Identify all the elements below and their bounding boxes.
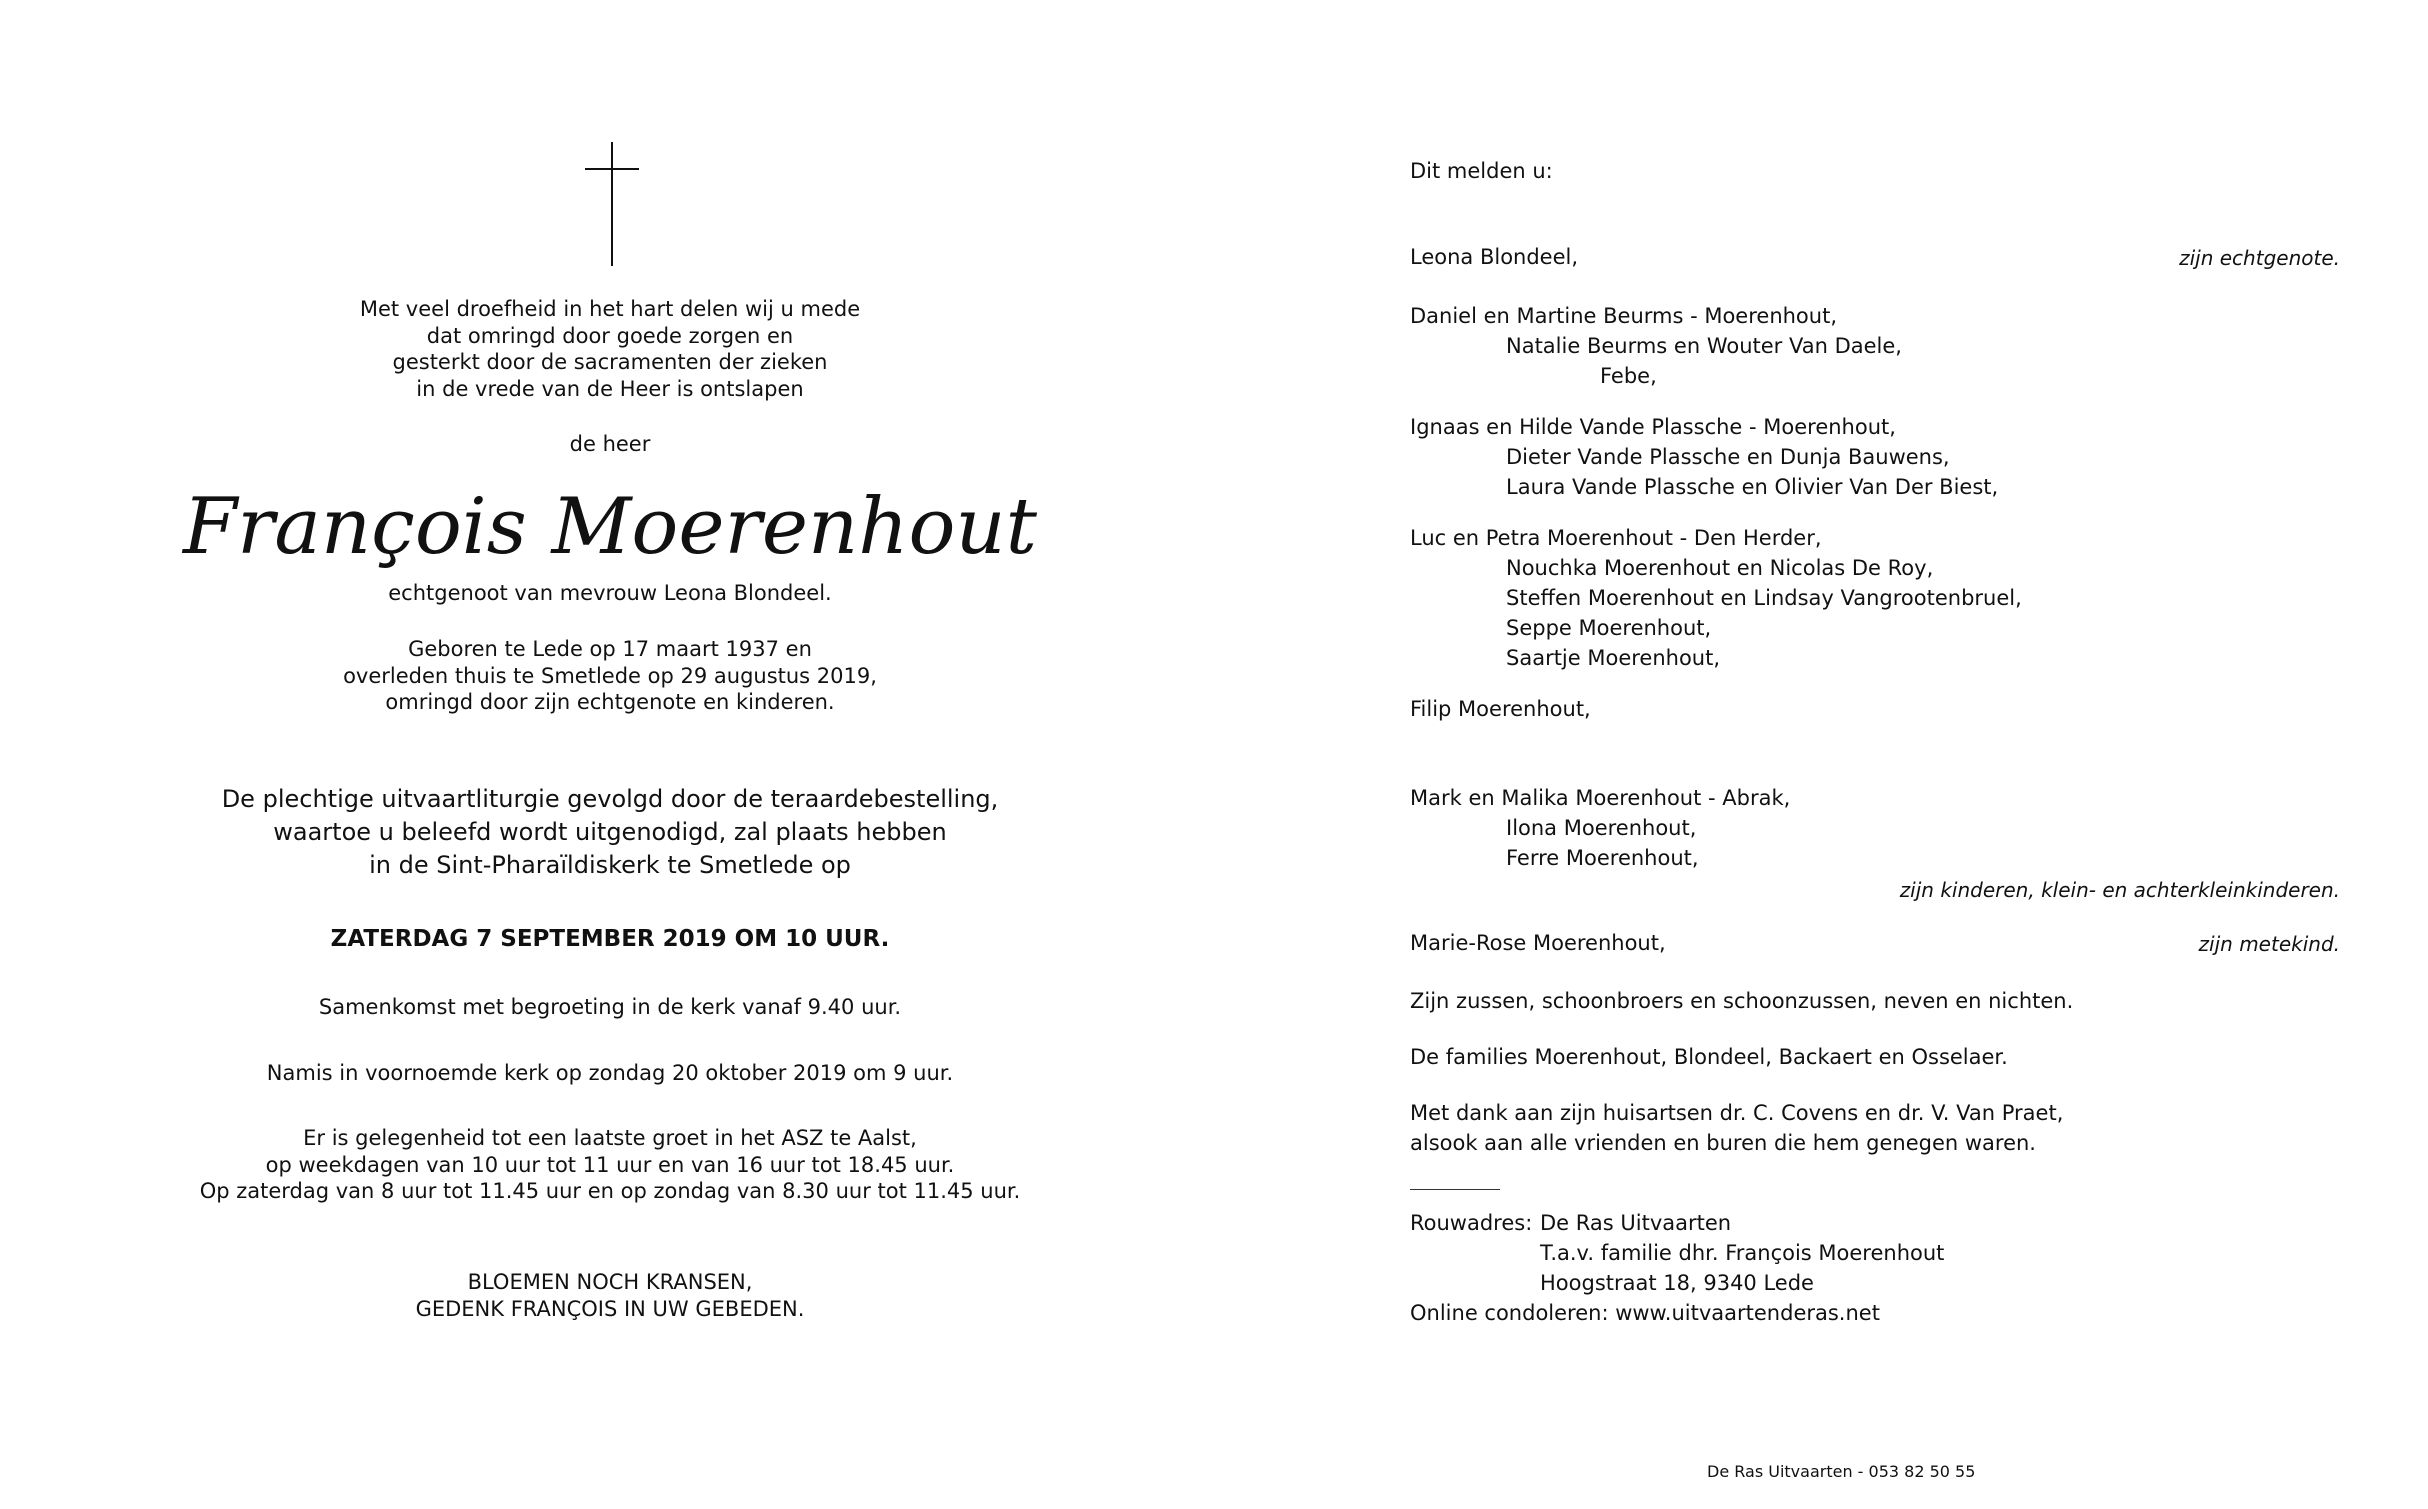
family-line: Ignaas en Hilde Vande Plassche - Moerenhout, xyxy=(1410,415,1896,439)
family-line: Mark en Malika Moerenhout - Abrak, xyxy=(1410,786,1791,810)
family-header: Dit melden u: xyxy=(1410,159,1553,183)
family-line: Ferre Moerenhout, xyxy=(1506,846,1699,870)
deceased-name: François Moerenhout xyxy=(182,482,1037,572)
siblings-line: Zijn zussen, schoonbroers en schoonzussen, neven en nichten. xyxy=(1410,989,2074,1013)
family-line: Natalie Beurms en Wouter Van Daele, xyxy=(1506,334,1902,358)
address-line: De Ras Uitvaarten xyxy=(1540,1211,1732,1235)
divider xyxy=(1410,1189,1500,1190)
right-panel xyxy=(1410,0,2340,1509)
family-line: Ilona Moerenhout, xyxy=(1506,816,1697,840)
namis-text: Namis in voornoemde kerk op zondag 20 oktober 2019 om 9 uur. xyxy=(266,1061,954,1085)
flowers-text: BLOEMEN NOCH KRANSEN, GEDENK FRANÇOIS IN UW GEBEDEN. xyxy=(415,1270,805,1321)
footer-contact: De Ras Uitvaarten - 053 82 50 55 xyxy=(1707,1462,1976,1481)
family-line: Nouchka Moerenhout en Nicolas De Roy, xyxy=(1506,556,1934,580)
family-line: Luc en Petra Moerenhout - Den Herder, xyxy=(1410,526,1822,550)
intro-text: Met veel droefheid in het hart delen wij u mede dat omringd door goede zorgen en gesterkt door de sacramenten der zieken in de vrede van de Heer is ontslapen xyxy=(359,297,861,401)
family-line: Filip Moerenhout, xyxy=(1410,697,1591,721)
thanks-line: alsook aan alle vrienden en buren die hem genegen waren. xyxy=(1410,1131,2036,1155)
meeting-text: Samenkomst met begroeting in de kerk vanaf 9.40 uur. xyxy=(318,995,902,1019)
families-line: De families Moerenhout, Blondeel, Backaert en Osselaer. xyxy=(1410,1045,2008,1069)
family-line: Daniel en Martine Beurms - Moerenhout, xyxy=(1410,304,1838,328)
title-prefix: de heer xyxy=(569,432,651,456)
family-line: Saartje Moerenhout, xyxy=(1506,646,1721,670)
family-line: Seppe Moerenhout, xyxy=(1506,616,1712,640)
address-label: Rouwadres: xyxy=(1410,1211,1533,1235)
birth-death-text: Geboren te Lede op 17 maart 1937 en overleden thuis te Smetlede op 29 augustus 2019, omringd door zijn echtgenote en kinderen. xyxy=(343,637,877,714)
thanks-line: Met dank aan zijn huisartsen dr. C. Covens en dr. V. Van Praet, xyxy=(1410,1101,2064,1125)
spouse-name: Leona Blondeel, xyxy=(1410,245,1579,269)
metekind-relation: zijn metekind. xyxy=(2198,932,2340,956)
address-line: Hoogstraat 18, 9340 Lede xyxy=(1540,1271,1814,1295)
spouse-line: echtgenoot van mevrouw Leona Blondeel. xyxy=(388,581,832,605)
spouse-relation: zijn echtgenote. xyxy=(2179,246,2340,270)
family-line: Febe, xyxy=(1600,364,1657,388)
family-line: Dieter Vande Plassche en Dunja Bauwens, xyxy=(1506,445,1950,469)
family-line: Steffen Moerenhout en Lindsay Vangrootenbruel, xyxy=(1506,586,2022,610)
address-line: T.a.v. familie dhr. François Moerenhout xyxy=(1540,1241,1945,1265)
liturgy-text: De plechtige uitvaartliturgie gevolgd door de teraardebestelling, waartoe u beleefd wordt uitgenodigd, zal plaats hebben in de Sint-Pharaïldiskerk te Smetlede op xyxy=(221,785,999,879)
metekind-name: Marie-Rose Moerenhout, xyxy=(1410,931,1666,955)
family-line: Laura Vande Plassche en Olivier Van Der Biest, xyxy=(1506,475,1999,499)
visit-text: Er is gelegenheid tot een laatste groet in het ASZ te Aalst, op weekdagen van 10 uur tot 11 uur en van 16 uur tot 18.45 uur. Op zaterdag van 8 uur tot 11.45 uur en op zondag van 8.30 uur tot 11.45 uur. xyxy=(199,1126,1021,1203)
online-condolence-link[interactable]: Online condoleren: www.uitvaartenderas.net xyxy=(1410,1301,1880,1325)
left-panel xyxy=(160,0,1060,1509)
cross-icon xyxy=(585,142,639,266)
children-relation: zijn kinderen, klein- en achterkleinkinderen. xyxy=(1899,878,2340,902)
funeral-date: ZATERDAG 7 SEPTEMBER 2019 OM 10 UUR. xyxy=(330,926,890,952)
